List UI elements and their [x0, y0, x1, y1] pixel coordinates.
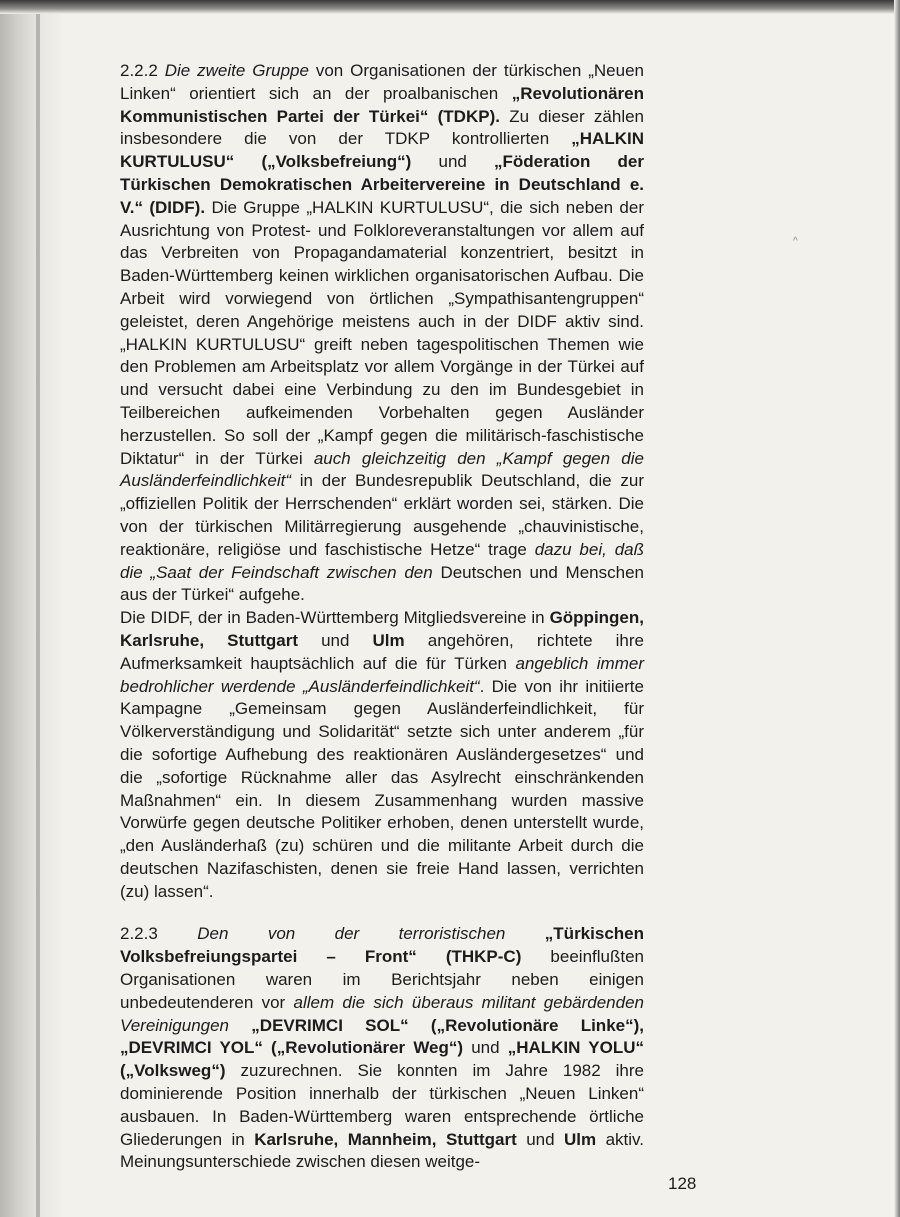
text: Die Gruppe „HALKIN KURTULUSU“, die sich neben der Ausrichtung von Protest- und Folkloreveranstaltungen vor allem auf das Verbreiten von Propagandamaterial konzentriert, besitzt in Baden-Württemberg keinen wirklichen organisatorischen Aufbau. Die Arbeit wird vorwiegend von örtlichen „Sympathisantengruppen“ geleistet, deren Angehörige meistens auch in der DIDF aktiv sind. „HALKIN KURTULUSU“ greift neben tagespolitischen Themen wie den Problemen am Arbeitsplatz vor allem Vorgänge in der Türkei auf und versucht dabei eine Verbindung zu den im Bundesgebiet in Teilbereichen aufkeimenden Vorbehalten gegen Ausländer herzustellen. So soll der „Kampf gegen die militärisch-faschistische Diktatur“ in der Türkei — [120, 197, 644, 468]
text: . Die von ihr initiierte Kampagne „Gemeinsam gegen Ausländerfeindlichkeit, für Völkerverständigung und Solidarität“ setzte sich unter anderem „für die sofortige Aufhebung des reaktionären Ausländergesetzes“ und die „sofortige Rücknahme aller das Asylrecht einschränkenden Maßnahmen“ ein. In diesem Zusammenhang wurden massive Vorwürfe gegen deutsche Politiker erhoben, denen unterstellt wurde, „den Ausländerhaß (zu) schüren und die militante Arbeit durch die deutschen Nazifaschisten, denen sie freie Hand lassen, verrichten (zu) lassen“. — [120, 676, 644, 901]
text-italic: Die zweite Gruppe — [157, 61, 309, 80]
text: Zu dieser zählen insbesondere die von der TDKP kontrollierten — [120, 106, 645, 149]
text: beeinflußten Organisationen waren im Berichtsjahr neben einigen unbedeutenderen vor — [120, 947, 644, 1012]
text: aktiv. Meinungsunterschiede zwischen diesen weitge- — [120, 1129, 644, 1172]
text-italic: allem die sich überaus militant gebärdenden Vereinigungen — [120, 992, 644, 1035]
text: angehören, richtete ihre Aufmerksamkeit hauptsächlich auf die für Türken — [120, 630, 645, 673]
text-bold: „HALKIN KURTULUSU“ („Volksbefreiung“) — [120, 129, 644, 172]
text-bold: „Föderation der Türkischen Demokratischen Arbeitervereine in Deutschland e. V.“ (DIDF). — [120, 152, 644, 217]
text: Die DIDF, der in Baden-Württemberg Mitgliedsvereine in — [120, 608, 550, 628]
paragraph-section-2-2-3 — [120, 923, 644, 1174]
book-spine-shadow — [0, 0, 64, 1217]
text: zuzurechnen. Sie konnten im Jahre 1982 ihre dominierende Position innerhalb der türkischen „Neuen Linken“ ausbauen. In Baden-Württemberg waren entsprechende örtliche Gliederungen in — [120, 1061, 644, 1149]
top-edge-shadow — [0, 0, 900, 14]
right-edge-shadow — [894, 0, 900, 1217]
text: Deutschen und Menschen aus der Türkei“ aufgehe. — [120, 562, 644, 605]
page-number: 128 — [668, 1174, 697, 1193]
text-italic: Den von der terroristischen — [157, 924, 545, 944]
text-italic: angeblich immer bedrohlicher werdende „Ausländerfeindlichkeit“ — [120, 653, 644, 696]
text: und — [463, 1038, 508, 1058]
text-bold: „Türkischen Volksbefreiungspartei – Front“ (THKP-C) — [120, 924, 644, 967]
text-bold: „Revolutionären Kommunistischen Partei der Türkei“ (TDKP). — [120, 83, 644, 126]
paragraph-didf — [120, 607, 644, 903]
text-italic: dazu bei, daß die „Saat der Feindschaft zwischen den — [120, 539, 644, 582]
text-bold: Karlsruhe, Mannheim, Stuttgart — [254, 1129, 517, 1149]
text-bold: „HALKIN YOLU“ („Volksweg“) — [120, 1038, 644, 1081]
text: und — [298, 630, 373, 650]
text: von Organisationen der türkischen „Neuen Linken“ orientiert sich an der proalbanischen — [120, 61, 644, 103]
margin-mark: ^ — [793, 236, 798, 247]
section-number: 2.2.2 — [120, 61, 158, 80]
text-italic: auch gleichzeitig den „Kampf gegen die Ausländerfeindlichkeit“ — [120, 448, 644, 491]
text — [229, 1016, 251, 1035]
page-body — [120, 60, 644, 1174]
section-number: 2.2.3 — [120, 924, 158, 944]
paragraph-section-2-2-2 — [120, 60, 644, 607]
text: und — [411, 152, 495, 172]
text-bold: Göppingen, Karlsruhe, Stuttgart — [120, 608, 644, 650]
text: in der Bundesrepublik Deutschland, die zur „offiziellen Politik der Herrschenden“ erklärt worden sei, stärken. Die von der türkischen Militärregierung ausgehende „chauvinistische, reaktionäre, religiöse und faschistische Hetze“ trage — [120, 471, 644, 559]
text: und — [516, 1129, 565, 1149]
text-bold: „DEVRIMCI SOL“ („Revolutionäre Linke“), „DEVRIMCI YOL“ („Revolutionärer Weg“) — [120, 1015, 644, 1058]
text-bold: Ulm — [564, 1129, 597, 1149]
text-bold: Ulm — [372, 630, 405, 650]
